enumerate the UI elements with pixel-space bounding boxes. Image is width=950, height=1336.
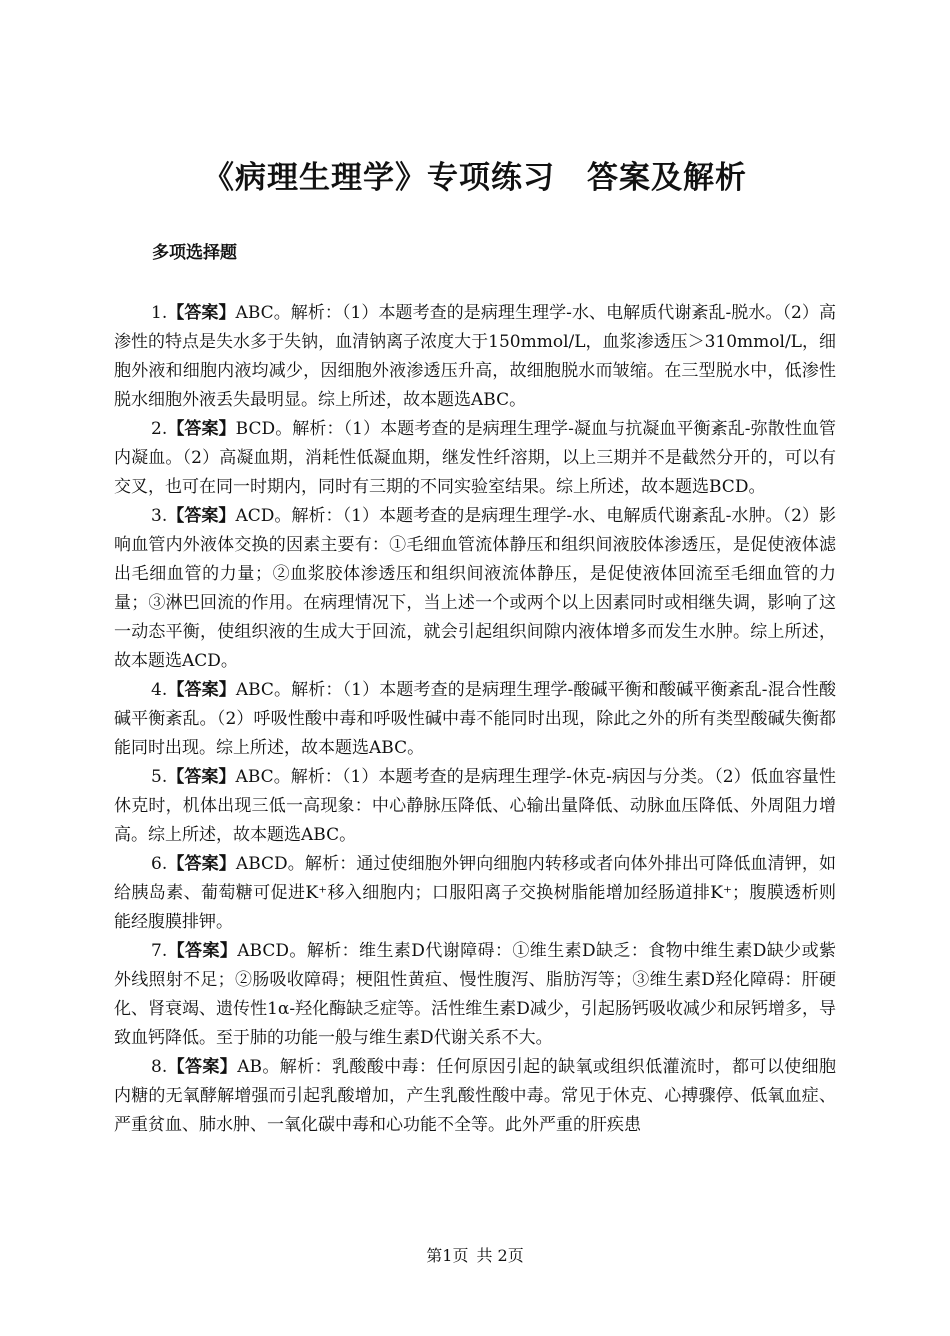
answer-explanation: 。解析：维生素D代谢障碍：①维生素D缺乏：食物中维生素D缺少或紫外线照射不足；②肠吸收障碍；梗阻性黄疸、慢性腹泻、脂肪泻等；③维生素D羟化障碍：肝硬化、肾衰竭、遗传性1α-羟化酶缺乏症等。活性维生素D减少，引起肠钙吸收减少和尿钙增多，导致血钙降低。至于肺的功能一般与维生素D代谢关系不大。 xyxy=(114,941,836,1048)
answer-item xyxy=(114,299,836,415)
answer-tag: 【答案】 xyxy=(167,506,236,526)
answer-tag: 【答案】 xyxy=(167,767,236,787)
answer-tag: 【答案】 xyxy=(167,941,238,961)
answer-item xyxy=(114,502,836,676)
answer-item xyxy=(114,937,836,1053)
answer-number: 3. xyxy=(151,506,168,526)
answer-choice: ABCD xyxy=(237,941,290,961)
section-heading: 多项选择题 xyxy=(152,243,237,263)
answer-item xyxy=(114,415,836,502)
answer-explanation: 。解析：（1）本题考查的是病理生理学-水、电解质代谢紊乱-脱水。（2）高渗性的特点是失水多于失钠，血清钠离子浓度大于150mmol/L，血浆渗透压＞310mmol/L，细胞外液和细胞内液均减少，因细胞外液渗透压升高，故细胞脱水而皱缩。在三型脱水中，低渗性脱水细胞外液丢失最明显。综上所述，故本题选ABC。 xyxy=(114,303,836,410)
page-total: 共 2页 xyxy=(476,1246,524,1265)
page-title: 《病理生理学》专项练习 答案及解析 xyxy=(203,160,747,196)
answer-explanation: 。解析：乳酸酸中毒：任何原因引起的缺氧或组织低灌流时，都可以使细胞内糖的无氧酵解增强而引起乳酸增加，产生乳酸性酸中毒。常见于休克、心搏骤停、低氧血症、严重贫血、肺水肿、一氧化碳中毒和心功能不全等。此外严重的肝疾患 xyxy=(114,1057,837,1135)
answer-item xyxy=(114,676,836,763)
answer-item xyxy=(114,850,836,937)
answer-explanation: 。解析：通过使细胞外钾向细胞内转移或者向体外排出可降低血清钾，如给胰岛素、葡萄糖可促进K⁺移入细胞内；口服阳离子交换树脂能增加经肠道排K⁺；腹膜透析则能经腹膜排钾。 xyxy=(114,854,837,932)
answer-choice: BCD xyxy=(235,419,276,439)
answer-explanation: 。解析：（1）本题考查的是病理生理学-水、电解质代谢紊乱-水肿。（2）影响血管内外液体交换的因素主要有：①毛细血管流体静压和组织间液胶体渗透压，是促使液体滤出毛细血管的力量；②血浆胶体渗透压和组织间液流体静压，是促使液体回流至毛细血管的力量；③淋巴回流的作用。在病理情况下，当上述一个或两个以上因素同时或相继失调，影响了这一动态平衡，使组织液的生成大于回流，就会引起组织间隙内液体增多而发生水肿。综上所述，故本题选ACD。 xyxy=(114,506,837,671)
answer-number: 6. xyxy=(151,854,168,874)
answer-number: 1. xyxy=(151,303,168,323)
answer-choice: ABC xyxy=(235,680,274,700)
answer-tag: 【答案】 xyxy=(167,1057,238,1077)
answer-choice: ABC xyxy=(235,303,274,323)
answer-tag: 【答案】 xyxy=(167,680,236,700)
answer-number: 5. xyxy=(151,767,168,787)
answer-explanation: 。解析：（1）本题考查的是病理生理学-凝血与抗凝血平衡紊乱-弥散性血管内凝血。（2）高凝血期，消耗性低凝血期，继发性纤溶期，以上三期并不是截然分开的，可以有交叉，也可在同一时期内，同时有三期的不同实验室结果。综上所述，故本题选BCD。 xyxy=(114,419,836,497)
answer-number: 4. xyxy=(151,680,168,700)
answer-item xyxy=(114,1053,836,1140)
answer-item xyxy=(114,763,836,850)
answer-explanation: 。解析：（1）本题考查的是病理生理学-酸碱平衡和酸碱平衡紊乱-混合性酸碱平衡紊乱。（2）呼吸性酸中毒和呼吸性碱中毒不能同时出现，除此之外的所有类型酸碱失衡都能同时出现。综上所述，故本题选ABC。 xyxy=(114,680,836,758)
page-number: 第1页 xyxy=(426,1246,469,1265)
answer-number: 8. xyxy=(151,1057,168,1077)
answer-explanation: 。解析：（1）本题考查的是病理生理学-休克-病因与分类。（2）低血容量性休克时，机体出现三低一高现象：中心静脉压降低、心输出量降低、动脉血压降低、外周阻力增高。综上所述，故本题选ABC。 xyxy=(114,767,836,845)
answer-tag: 【答案】 xyxy=(167,303,236,323)
answer-choice: AB xyxy=(237,1057,262,1077)
answer-number: 2. xyxy=(151,419,168,439)
answer-choice: ABC xyxy=(235,767,274,787)
answer-choice: ACD xyxy=(235,506,275,526)
page-footer xyxy=(0,1243,950,1266)
answer-tag: 【答案】 xyxy=(167,419,236,439)
answer-list xyxy=(114,299,836,1140)
answer-number: 7. xyxy=(151,941,168,961)
answer-choice: ABCD xyxy=(235,854,288,874)
answer-tag: 【答案】 xyxy=(167,854,236,874)
